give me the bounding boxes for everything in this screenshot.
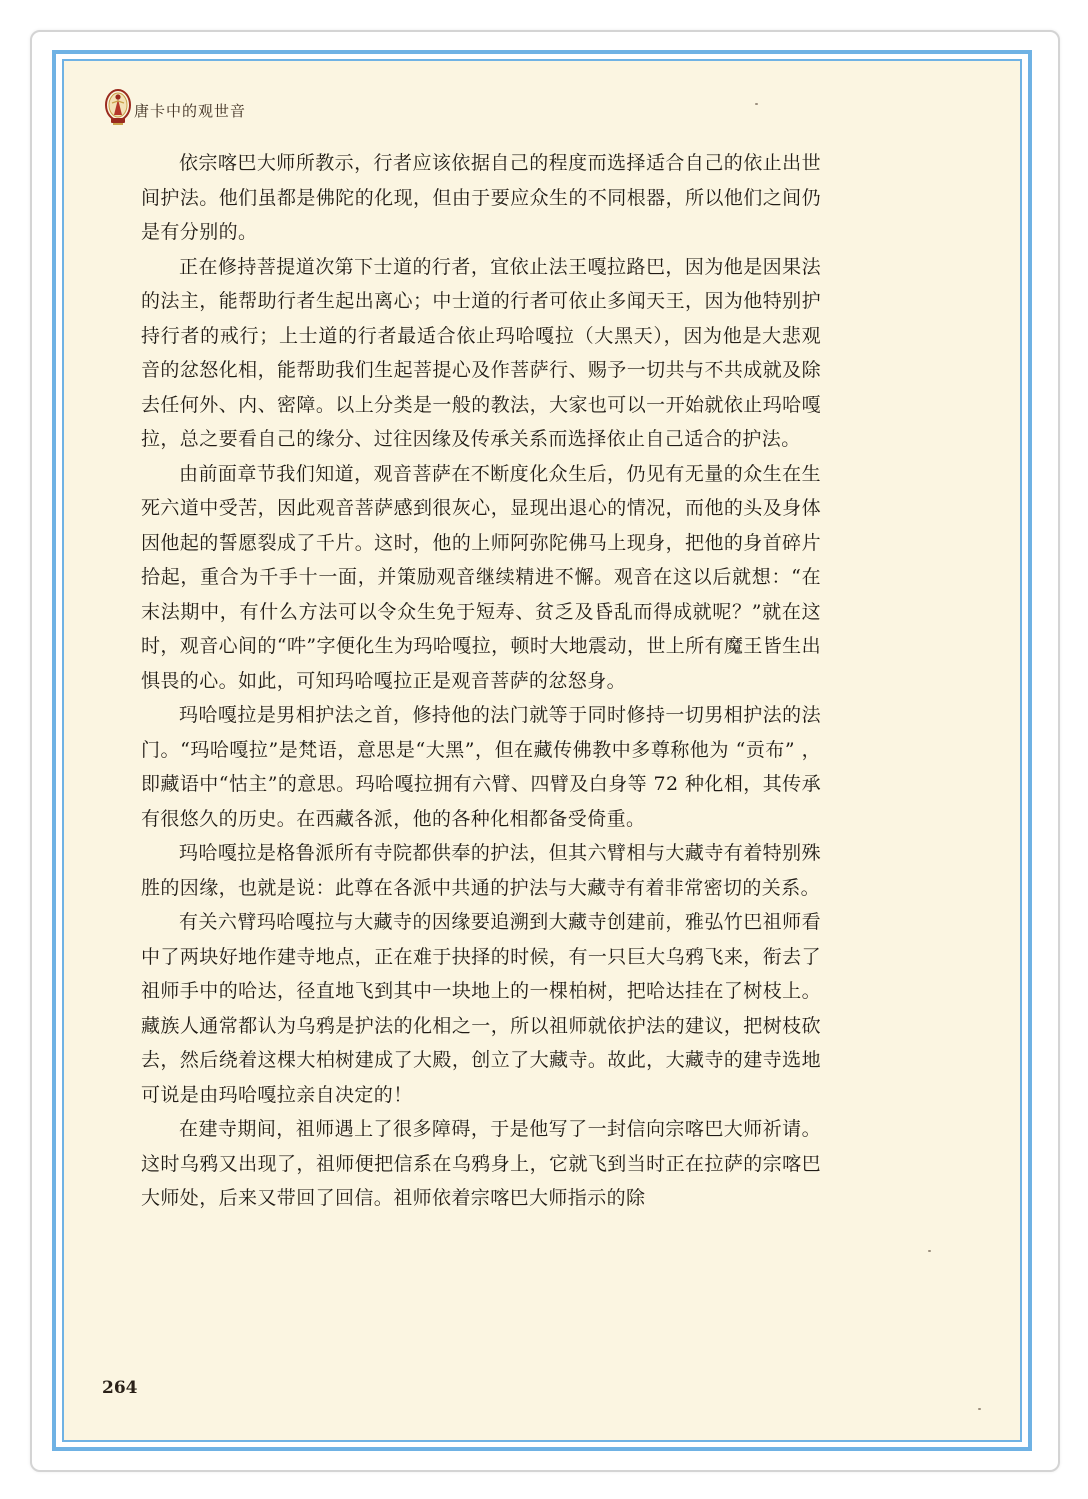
paper-speck: [755, 103, 758, 105]
paragraph: 依宗喀巴大师所教示，行者应该依据自己的程度而选择适合自己的依止出世间护法。他们虽都是佛陀的化现，但由于要应众生的不同根器，所以他们之间仍是有分别的。: [141, 152, 821, 243]
paper-speck: [928, 1250, 931, 1252]
page-number: 264: [102, 1378, 138, 1398]
running-header-title: 唐卡中的观世音: [134, 102, 247, 120]
paragraph: 玛哈嘎拉是男相护法之首，修持他的法门就等于同时修持一切男相护法的法门。“玛哈嘎拉”是梵语，意思是“大黑”，但在藏传佛教中多尊称他为 “贡布” ，即藏语中“怙主”的意思。玛哈嘎拉拥有六臂、四臂及白身等 72 种化相，其传承有很悠久的历史。在西藏各派，他的各种化相都备受倚重。: [141, 704, 821, 830]
paragraph: 在建寺期间，祖师遇上了很多障碍，于是他写了一封信向宗喀巴大师祈请。这时乌鸦又出现了，祖师便把信系在乌鸦身上，它就飞到当时正在拉萨的宗喀巴大师处，后来又带回了回信。祖师依着宗喀巴大师指示的除: [141, 1118, 821, 1209]
body-text: [141, 146, 821, 1216]
paragraph: 玛哈嘎拉是格鲁派所有寺院都供奉的护法，但其六臂相与大藏寺有着特别殊胜的因缘，也就是说：此尊在各派中共通的护法与大藏寺有着非常密切的关系。: [141, 842, 821, 899]
paragraph: 正在修持菩提道次第下士道的行者，宜依止法王嘎拉路巴，因为他是因果法的法主，能帮助行者生起出离心；中士道的行者可依止多闻天王，因为他特别护持行者的戒行；上士道的行者最适合依止玛哈嘎拉（大黑天），因为他是大悲观音的忿怒化相，能帮助我们生起菩提心及作菩萨行、赐予一切共与不共成就及除去任何外、内、密障。以上分类是一般的教法，大家也可以一开始就依止玛哈嘎拉，总之要看自己的缘分、过往因缘及传承关系而选择依止自己适合的护法。: [141, 255, 821, 450]
paper-speck: [978, 1408, 981, 1410]
paragraph: 有关六臂玛哈嘎拉与大藏寺的因缘要追溯到大藏寺创建前，雅弘竹巴祖师看中了两块好地作建寺地点，正在难于抉择的时候，有一只巨大乌鸦飞来，衔去了祖师手中的哈达，径直地飞到其中一块地上的一棵柏树，把哈达挂在了树枝上。藏族人通常都认为乌鸦是护法的化相之一，所以祖师就依护法的建议，把树枝砍去，然后绕着这棵大柏树建成了大殿，创立了大藏寺。故此，大藏寺的建寺选地可说是由玛哈嘎拉亲自决定的！: [141, 911, 821, 1106]
paragraph: 由前面章节我们知道，观音菩萨在不断度化众生后，仍见有无量的众生在生死六道中受苦，因此观音菩萨感到很灰心，显现出退心的情况，而他的头及身体因他起的誓愿裂成了千片。这时，他的上师阿弥陀佛马上现身，把他的身首碎片拾起，重合为千手十一面，并策励观音继续精进不懈。观音在这以后就想：“在末法期中，有什么方法可以令众生免于短寿、贫乏及昏乱而得成就呢？”就在这时，观音心间的“吽”字便化生为玛哈嘎拉，顿时大地震动，世上所有魔王皆生出惧畏的心。如此，可知玛哈嘎拉正是观音菩萨的忿怒身。: [141, 462, 821, 692]
guanyin-figure-emblem-icon: [105, 88, 131, 126]
